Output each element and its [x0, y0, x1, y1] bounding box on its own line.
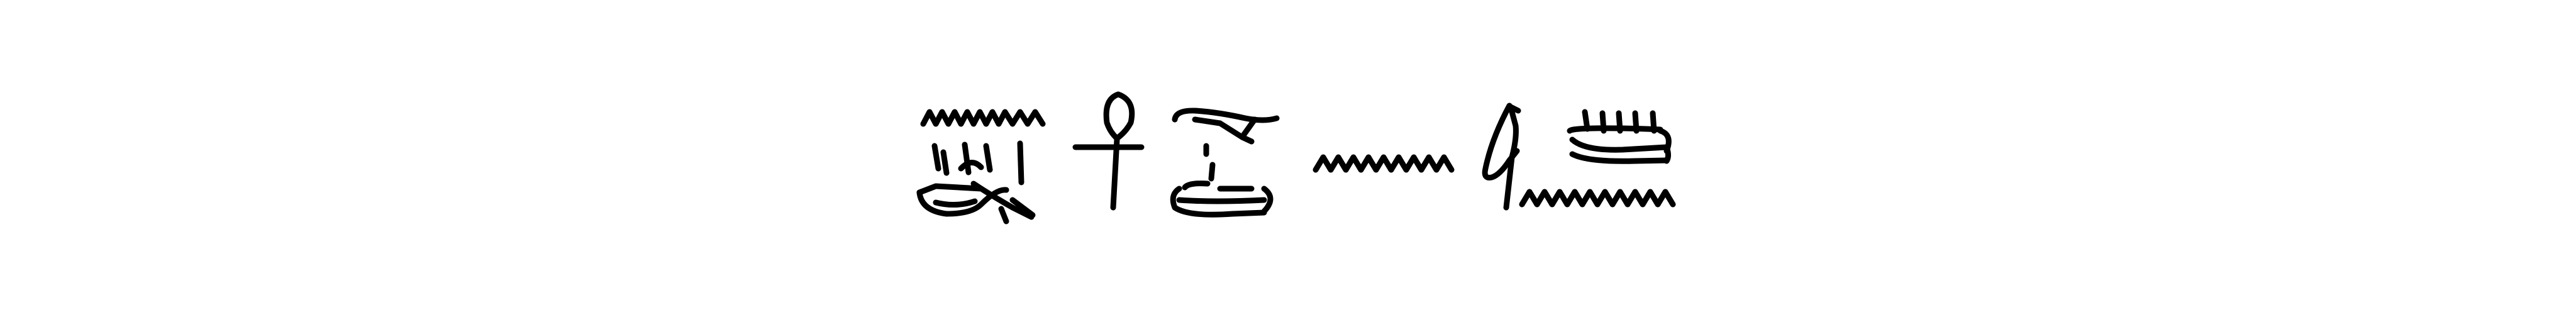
ankh-icon: [1075, 94, 1141, 208]
game-board-icon: [1570, 112, 1668, 161]
loaf-with-stroke-icon: [1173, 111, 1277, 214]
reed-leaf-icon: [1485, 106, 1518, 208]
water-ripple-icon: [923, 112, 1043, 124]
water-ripple-3-icon: [1522, 192, 1673, 204]
basket-with-strokes-icon: [919, 143, 1033, 221]
water-ripple-2-icon: [1316, 157, 1452, 170]
